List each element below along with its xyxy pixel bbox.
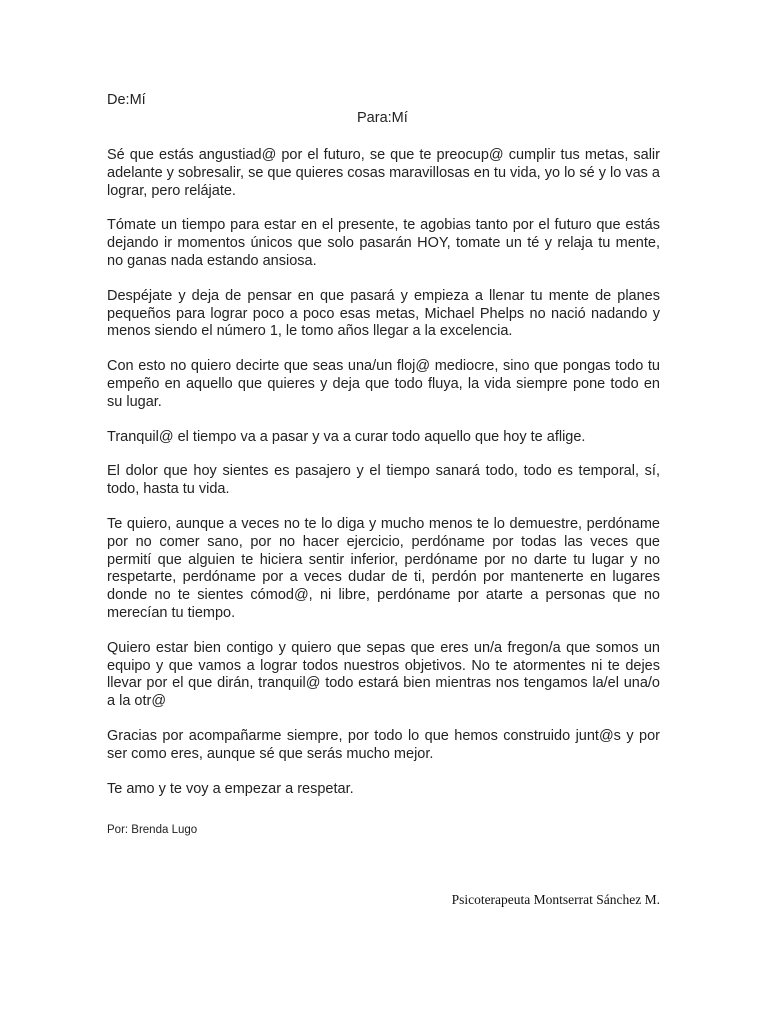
paragraph: Tómate un tiempo para estar en el presente, te agobias tanto por el futuro que estás dejando ir momentos únicos que solo pasarán HOY, tomate un té y relaja tu mente, no ganas nada estando ansiosa. [107, 217, 660, 269]
letter-body [107, 147, 660, 815]
paragraph: Despéjate y deja de pensar en que pasará y empieza a llenar tu mente de planes pequeños para lograr poco a poco esas metas, Michael Phelps no nació nadando y menos siendo el número 1, le tomo años llegar a la excelencia. [107, 287, 660, 340]
letter-from: De:Mí [107, 92, 146, 108]
paragraph: Gracias por acompañarme siempre, por todo lo que hemos construido junt@s y por ser como eres, aunque sé que serás mucho mejor. [107, 727, 660, 762]
paragraph: Tranquil@ el tiempo va a pasar y va a curar todo aquello que hoy te aflige. [107, 428, 586, 445]
paragraph: Con esto no quiero decirte que seas una/un floj@ mediocre, sino que pongas todo tu empeño en aquello que quieres y deja que todo fluya, la vida siempre pone todo en su lugar. [107, 358, 660, 410]
letter-to: Para:Mí [357, 110, 408, 126]
paragraph: Quiero estar bien contigo y quiero que sepas que eres un/a fregon/a que somos un equipo y que vamos a lograr todos nuestros objetivos. No te atormentes ni te dejes llevar por el que dirán, tranquil@ todo estará bien mientras nos tengamos la/el una/o a la otr@ [107, 639, 660, 710]
paragraph: Te amo y te voy a empezar a respetar. [107, 780, 354, 797]
author-credit: Por: Brenda Lugo [107, 824, 198, 836]
signature: Psicoterapeuta Montserrat Sánchez M. [451, 892, 660, 907]
paragraph: Sé que estás angustiad@ por el futuro, se que te preocup@ cumplir tus metas, salir adelante y sobresalir, se que quieres cosas maravillosas en tu vida, yo lo sé y lo vas a lograr, pero relájate. [107, 147, 660, 199]
paragraph: El dolor que hoy sientes es pasajero y el tiempo sanará todo, todo es temporal, sí, todo, hasta tu vida. [107, 463, 660, 498]
paragraph: Te quiero, aunque a veces no te lo diga y mucho menos te lo demuestre, perdóname por no comer sano, por no hacer ejercicio, perdóname por todas las veces que permití que alguien te hiciera sentir inferior, perdóname por no darte tu lugar y no respetarte, perdóname por a veces dudar de ti, perdón por mantenerte en lugares donde no te sientes cómod@, ni libre, perdóname por atarte a personas que no merecían tu tiempo. [107, 515, 660, 621]
